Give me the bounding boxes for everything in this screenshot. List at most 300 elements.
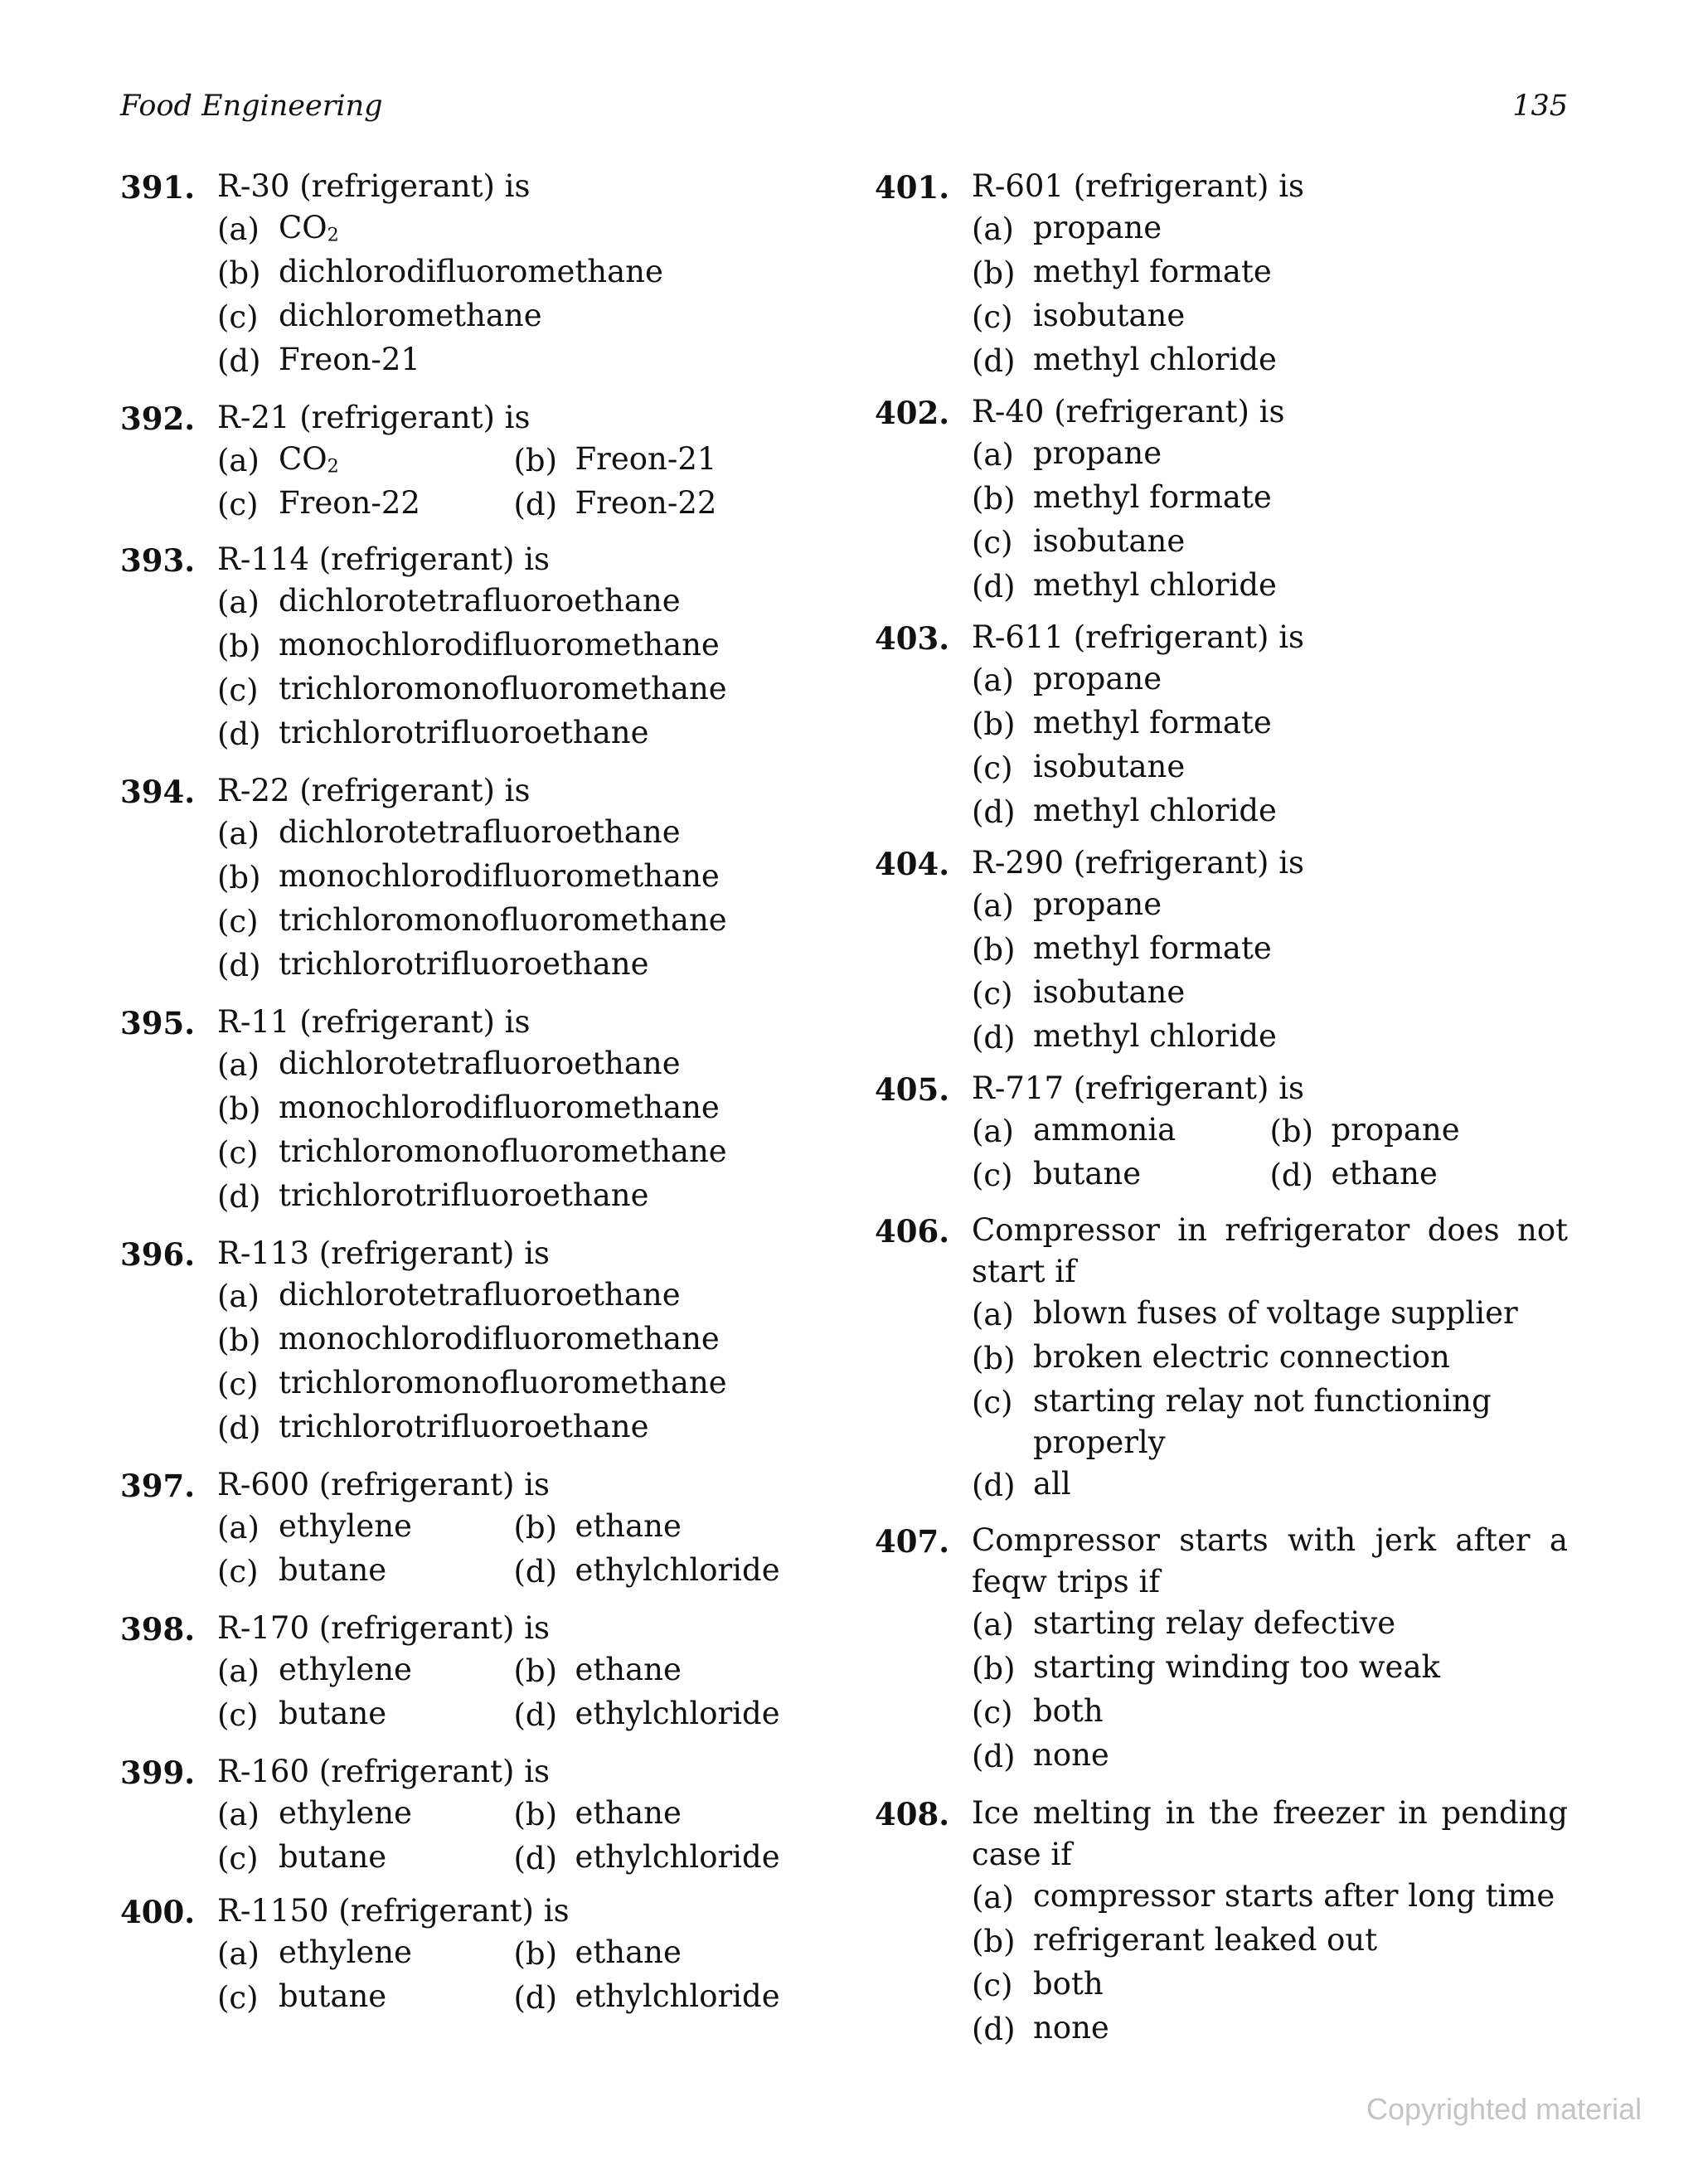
option-text (279, 295, 810, 339)
page-number: 135 (1512, 90, 1568, 123)
option-text (1033, 658, 1568, 702)
option-label: (c) (972, 1968, 1013, 2003)
question-item (875, 617, 1568, 834)
question-item (120, 770, 810, 988)
option-text-main: ethylene (279, 1934, 412, 1970)
option-text-main: isobutane (1033, 974, 1186, 1010)
option-label: (d) (513, 1554, 558, 1589)
option-label: (b) (217, 1091, 261, 1127)
question-number: 391. (120, 169, 196, 206)
option-text (1033, 790, 1568, 834)
option-label: (d) (513, 1980, 558, 2016)
option-text (1332, 1153, 1569, 1197)
option-text (1033, 1016, 1568, 1060)
option-label: (d) (217, 716, 261, 752)
option-label: (c) (972, 1385, 1013, 1420)
question-body (972, 617, 1568, 834)
question-item (120, 1608, 810, 1737)
answer-option (972, 251, 1568, 295)
option-text-main: dichlorotetrafluoroethane (279, 1046, 681, 1081)
question-item (120, 397, 810, 527)
option-list (217, 1649, 810, 1737)
question-stem: R-601 (refrigerant) is (972, 168, 1305, 204)
question-stem: R-40 (refrigerant) is (972, 394, 1285, 430)
option-list (972, 1109, 1568, 1197)
question-number: 393. (120, 542, 196, 579)
option-text (1033, 2007, 1568, 2051)
question-body (972, 1520, 1568, 1779)
option-list (972, 884, 1568, 1060)
option-label: (d) (972, 1468, 1016, 1503)
answer-option (1270, 1153, 1569, 1197)
option-list (972, 658, 1568, 834)
option-text (575, 1506, 811, 1550)
answer-option (972, 477, 1568, 521)
question-number: 399. (120, 1754, 196, 1791)
option-label: (b) (217, 1323, 261, 1358)
option-label: (b) (972, 1341, 1016, 1376)
option-text (1033, 477, 1568, 521)
option-text-main: propane (1331, 1112, 1460, 1148)
question-item (875, 1520, 1568, 1779)
question-body (972, 391, 1568, 609)
option-label: (a) (217, 1279, 260, 1314)
option-text-main: butane (279, 1696, 387, 1731)
option-text (279, 483, 514, 527)
option-label: (b) (513, 1936, 558, 1972)
option-text (1033, 1647, 1568, 1691)
book-title: Food Engineering (120, 90, 383, 123)
option-text-main: methyl formate (1033, 479, 1272, 515)
question-stem: R-22 (refrigerant) is (217, 773, 531, 808)
question-item (120, 1464, 810, 1594)
question-number: 404. (875, 846, 950, 882)
question-number: 400. (120, 1894, 196, 1930)
answer-option (514, 1506, 811, 1550)
option-label: (a) (217, 443, 260, 478)
answer-option (217, 1932, 514, 1976)
option-text (279, 1318, 810, 1362)
option-text-main: methyl chloride (1033, 793, 1277, 828)
copyright-watermark: Copyrighted material (1366, 2092, 1642, 2126)
option-text-main: butane (279, 1839, 387, 1875)
option-label: (b) (972, 1924, 1016, 1959)
answer-option (217, 1693, 514, 1737)
option-text (1033, 339, 1568, 383)
option-text (575, 1793, 811, 1837)
option-label: (b) (972, 481, 1016, 517)
answer-option (217, 1550, 514, 1594)
option-label: (b) (972, 1651, 1016, 1687)
option-text (279, 712, 810, 756)
option-text-main: propane (1033, 886, 1162, 922)
option-text (1033, 1153, 1270, 1197)
option-label: (d) (513, 487, 558, 522)
subscript: 2 (327, 455, 339, 478)
question-item (120, 1890, 810, 2020)
answer-option (972, 658, 1568, 702)
option-text (279, 812, 810, 856)
question-item (875, 1793, 1568, 2051)
option-text-main: dichloromethane (279, 298, 542, 333)
option-text-main: ammonia (1033, 1112, 1176, 1148)
option-text-main: methyl formate (1033, 254, 1272, 289)
option-label: (a) (972, 1297, 1014, 1332)
option-text-main: refrigerant leaked out (1033, 1922, 1378, 1958)
option-label: (d) (217, 948, 261, 983)
option-text-main: methyl chloride (1033, 1018, 1277, 1054)
question-item (875, 391, 1568, 609)
option-text (279, 1175, 810, 1219)
option-text (575, 1649, 811, 1693)
question-number: 394. (120, 774, 196, 810)
question-number: 405. (875, 1071, 950, 1108)
option-list (217, 1506, 810, 1594)
answer-option (217, 624, 810, 668)
answer-option (972, 295, 1568, 339)
option-text (279, 1976, 514, 2020)
option-text (279, 1274, 810, 1318)
answer-option (514, 1837, 811, 1881)
answer-option (972, 1337, 1568, 1381)
option-label: (c) (972, 750, 1013, 786)
option-text (575, 1550, 811, 1594)
option-text-main: methyl formate (1033, 930, 1272, 966)
question-body (217, 1464, 810, 1594)
option-list (217, 1793, 810, 1881)
answer-option (972, 1603, 1568, 1647)
option-text (1033, 565, 1568, 609)
question-body (972, 1210, 1568, 1507)
question-body (217, 1890, 810, 2020)
answer-option (217, 339, 810, 383)
option-text (279, 1793, 514, 1837)
answer-option (217, 483, 514, 527)
answer-option (217, 1976, 514, 2020)
question-stem: R-11 (refrigerant) is (217, 1004, 531, 1040)
option-text-main: propane (1033, 435, 1162, 471)
option-text (279, 207, 810, 251)
option-label: (c) (217, 1980, 259, 2016)
answer-option (514, 1649, 811, 1693)
answer-option (217, 1837, 514, 1881)
answer-option (217, 1318, 810, 1362)
option-list (217, 580, 810, 756)
question-body (972, 842, 1568, 1060)
answer-option (972, 746, 1568, 790)
option-text (575, 1693, 811, 1737)
option-text (575, 483, 811, 527)
option-label: (c) (972, 976, 1013, 1012)
subscript: 2 (327, 224, 339, 246)
answer-option (972, 1016, 1568, 1060)
option-label: (c) (217, 672, 259, 708)
question-stem: R-1150 (refrigerant) is (217, 1893, 570, 1929)
answer-option (972, 884, 1568, 928)
answer-option (217, 1406, 810, 1450)
option-label: (d) (513, 1697, 558, 1733)
question-number: 398. (120, 1611, 196, 1648)
question-item (875, 842, 1568, 1060)
option-label: (a) (217, 1653, 260, 1689)
answer-option (972, 1647, 1568, 1691)
answer-option (972, 1876, 1568, 1919)
option-text (279, 624, 810, 668)
option-text-main: Freon-21 (279, 342, 420, 377)
option-text (279, 944, 810, 988)
option-label: (b) (1269, 1114, 1314, 1149)
option-text (279, 1837, 514, 1881)
question-number: 408. (875, 1796, 950, 1832)
option-list (972, 1603, 1568, 1779)
question-number: 407. (875, 1523, 950, 1560)
option-label: (a) (972, 437, 1014, 473)
option-label: (c) (217, 487, 259, 522)
option-text-main: trichlorotrifluoroethane (279, 715, 649, 750)
option-text (279, 1932, 514, 1976)
option-label: (c) (972, 299, 1013, 335)
option-text-main: CO (279, 441, 327, 477)
answer-option (972, 433, 1568, 477)
option-text (279, 439, 514, 483)
question-number: 402. (875, 395, 950, 431)
answer-option (514, 1550, 811, 1594)
answer-option (514, 1693, 811, 1737)
option-list (217, 1043, 810, 1219)
question-stem: R-290 (refrigerant) is (972, 845, 1305, 881)
option-list (972, 207, 1568, 383)
option-label: (b) (513, 1653, 558, 1689)
question-item (120, 539, 810, 756)
option-text-main: both (1033, 1693, 1104, 1729)
option-label: (b) (972, 255, 1016, 291)
question-stem: R-600 (refrigerant) is (217, 1467, 551, 1502)
option-text-main: both (1033, 1966, 1104, 2002)
option-text (1033, 746, 1568, 790)
option-label: (a) (972, 662, 1014, 698)
option-text-main: propane (1033, 661, 1162, 696)
question-number: 397. (120, 1468, 196, 1504)
option-text-main: ethane (575, 1934, 682, 1970)
question-item (875, 166, 1568, 383)
option-list (217, 439, 810, 527)
option-text-main: ethane (1331, 1156, 1438, 1191)
option-text (279, 251, 810, 295)
option-text-main: all (1033, 1466, 1071, 1502)
option-text (1033, 1293, 1568, 1337)
option-text-main: butane (279, 1978, 387, 2014)
option-text-main: methyl chloride (1033, 342, 1277, 377)
answer-option (972, 207, 1568, 251)
option-label: (b) (513, 1510, 558, 1546)
option-text-main: trichlorotrifluoroethane (279, 1409, 649, 1444)
option-text-main: starting relay defective (1033, 1605, 1396, 1641)
option-text-main: trichloromonofluoromethane (279, 1133, 727, 1169)
running-head (120, 90, 1568, 136)
answer-option (1270, 1109, 1569, 1153)
option-label: (c) (972, 1158, 1013, 1193)
option-label: (c) (972, 525, 1013, 561)
option-list (217, 1932, 810, 2020)
option-text-main: monochlorodifluoromethane (279, 1090, 720, 1125)
option-label: (d) (513, 1841, 558, 1876)
answer-option (217, 251, 810, 295)
question-stem: R-160 (refrigerant) is (217, 1754, 551, 1789)
option-text (279, 1649, 514, 1693)
option-label: (a) (972, 888, 1014, 924)
option-label: (c) (217, 904, 259, 939)
option-text (575, 1837, 811, 1881)
option-text (1033, 1691, 1568, 1735)
option-label: (a) (217, 1797, 260, 1832)
option-text (1033, 1603, 1568, 1647)
option-text-main: trichlorotrifluoroethane (279, 1177, 649, 1213)
option-text-main: ethylene (279, 1795, 412, 1831)
question-stem: R-170 (refrigerant) is (217, 1610, 551, 1646)
option-text-main: Freon-21 (575, 441, 717, 477)
answer-option (217, 1043, 810, 1087)
option-label: (d) (972, 794, 1016, 830)
option-text (279, 1131, 810, 1175)
question-number: 392. (120, 400, 196, 437)
option-text (279, 668, 810, 712)
option-text (279, 1406, 810, 1450)
question-body (217, 1751, 810, 1881)
answer-option (972, 339, 1568, 383)
answer-option (217, 712, 810, 756)
question-body (217, 539, 810, 756)
question-number: 396. (120, 1236, 196, 1273)
option-text (279, 1550, 514, 1594)
question-stem: R-717 (refrigerant) is (972, 1070, 1305, 1106)
option-text (1033, 1963, 1568, 2007)
answer-option (217, 856, 810, 900)
option-label: (d) (217, 343, 261, 379)
answer-option (972, 521, 1568, 565)
answer-option (217, 1131, 810, 1175)
option-list (972, 1876, 1568, 2051)
answer-option (972, 1293, 1568, 1337)
option-list (217, 1274, 810, 1450)
question-item (120, 166, 810, 383)
option-label: (a) (972, 1114, 1014, 1149)
option-list (972, 433, 1568, 609)
answer-option (217, 580, 810, 624)
answer-option (217, 812, 810, 856)
answer-option (217, 439, 514, 483)
question-number: 403. (875, 620, 950, 657)
option-text-main: Freon-22 (575, 485, 717, 521)
option-text-main: propane (1033, 210, 1162, 245)
option-text (279, 1043, 810, 1087)
question-body (217, 397, 810, 527)
option-text-main: ethylchloride (575, 1696, 780, 1731)
option-label: (d) (217, 1179, 261, 1215)
option-text-main: CO (279, 210, 327, 245)
option-text (1033, 884, 1568, 928)
option-label: (b) (217, 255, 261, 291)
option-label: (c) (217, 299, 259, 335)
option-label: (d) (972, 343, 1016, 379)
option-label: (b) (972, 932, 1016, 968)
option-label: (a) (217, 211, 260, 247)
option-text (1033, 1337, 1568, 1381)
option-text-main: compressor starts after long time (1033, 1878, 1555, 1914)
left-column (120, 166, 810, 2020)
option-text-main: ethane (575, 1795, 682, 1831)
option-label: (b) (972, 706, 1016, 742)
option-text-main: isobutane (1033, 523, 1186, 559)
answer-option (972, 1735, 1568, 1779)
option-text (575, 1932, 811, 1976)
question-stem: R-113 (refrigerant) is (217, 1235, 551, 1271)
option-label: (a) (217, 1936, 260, 1972)
option-label: (d) (972, 1739, 1016, 1774)
option-text (1033, 433, 1568, 477)
option-text-main: ethylene (279, 1652, 412, 1687)
option-text-main: blown fuses of voltage supplier (1033, 1295, 1518, 1331)
option-text-main: isobutane (1033, 749, 1186, 784)
question-stem: R-114 (refrigerant) is (217, 541, 551, 577)
question-item (120, 1233, 810, 1450)
answer-option (217, 1793, 514, 1837)
answer-option (217, 295, 810, 339)
question-stem: R-611 (refrigerant) is (972, 619, 1305, 655)
answer-option (217, 1274, 810, 1318)
option-text-main: ethylene (279, 1508, 412, 1544)
option-text-main: ethylchloride (575, 1978, 780, 2014)
option-label: (a) (217, 816, 260, 852)
answer-option (217, 900, 810, 944)
option-text (575, 439, 811, 483)
option-text (279, 339, 810, 383)
answer-option (217, 1506, 514, 1550)
option-text (1033, 1463, 1568, 1507)
question-body (217, 770, 810, 988)
answer-option (514, 1932, 811, 1976)
answer-option (217, 944, 810, 988)
answer-option (972, 928, 1568, 972)
question-item (875, 1068, 1568, 1197)
answer-option (217, 207, 810, 251)
answer-option (972, 2007, 1568, 2051)
option-label: (b) (513, 1797, 558, 1832)
option-label: (d) (972, 1020, 1016, 1056)
answer-option (972, 1381, 1568, 1463)
option-text-main: starting relay not functioning properly (1033, 1383, 1492, 1460)
option-text (1033, 521, 1568, 565)
option-text-main: broken electric connection (1033, 1339, 1450, 1375)
option-text-main: isobutane (1033, 298, 1186, 333)
option-text (279, 1506, 514, 1550)
option-label: (d) (972, 569, 1016, 604)
option-text-main: starting winding too weak (1033, 1649, 1440, 1685)
question-number: 401. (875, 169, 950, 206)
answer-option (972, 702, 1568, 746)
answer-option (972, 972, 1568, 1016)
answer-option (972, 1691, 1568, 1735)
option-text (1033, 251, 1568, 295)
option-text (1033, 928, 1568, 972)
option-text (279, 856, 810, 900)
option-text (575, 1976, 811, 2020)
option-label: (b) (513, 443, 558, 478)
option-label: (b) (217, 629, 261, 664)
option-label: (c) (217, 1135, 259, 1171)
question-stem: Compressor in refrigerator does not start if (972, 1212, 1568, 1289)
answer-option (972, 1919, 1568, 1963)
option-label: (d) (1269, 1158, 1314, 1193)
